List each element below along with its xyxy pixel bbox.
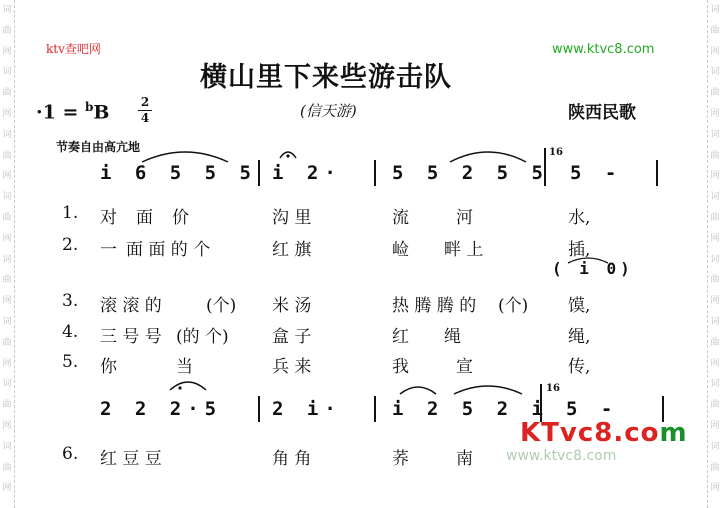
notation-bar-2: i 2· bbox=[272, 162, 342, 184]
barline bbox=[544, 148, 546, 186]
lyric-word: (个) bbox=[498, 296, 529, 316]
watermark-char: 词 bbox=[2, 129, 12, 140]
watermark-char: 词 bbox=[2, 67, 12, 78]
lyric-word: 绳 bbox=[444, 327, 461, 347]
lyric-word: 面 bbox=[136, 208, 153, 228]
watermark-char: 曲 bbox=[2, 462, 12, 473]
watermark-char: 词 bbox=[2, 5, 12, 15]
lyric-word: 绳, bbox=[568, 327, 591, 347]
lyric-word: 宣 bbox=[456, 357, 473, 377]
watermark-char: 曲 bbox=[2, 337, 12, 348]
site-url-watermark: www.ktvc8.com bbox=[506, 448, 617, 464]
watermark-char: 词 bbox=[710, 129, 720, 140]
watermark-char: 曲 bbox=[2, 150, 12, 161]
lyric-word: 价 bbox=[172, 208, 189, 228]
lyric-word: 面 面 的 个 bbox=[126, 240, 211, 260]
barline bbox=[656, 160, 658, 186]
watermark-char: 网 bbox=[710, 46, 720, 57]
notation-bar-4: 5 - bbox=[570, 162, 623, 184]
watermark-char: 曲 bbox=[710, 275, 720, 286]
song-origin: 陕西民歌 bbox=[568, 103, 636, 123]
lyric-word: 一 bbox=[100, 240, 117, 260]
watermark-char: 词 bbox=[710, 379, 720, 390]
song-title: 横山里下来些游击队 bbox=[200, 62, 452, 93]
barline bbox=[258, 160, 260, 186]
watermark-char: 网 bbox=[2, 358, 12, 369]
lyric-word: 三 号 号 bbox=[100, 327, 162, 347]
slur-mark bbox=[140, 146, 230, 166]
watermark-char: 网 bbox=[710, 296, 720, 307]
watermark-char: 网 bbox=[710, 171, 720, 182]
time-signature-top: 2 bbox=[140, 95, 150, 109]
watermark-char: 词 bbox=[2, 254, 12, 265]
song-subtitle: (信天游) bbox=[300, 102, 357, 120]
barline bbox=[258, 396, 260, 422]
lyric-word: 水, bbox=[568, 208, 591, 228]
lyric-word: 盒 子 bbox=[272, 327, 312, 347]
barline bbox=[540, 384, 542, 422]
verse-number: 1. bbox=[62, 203, 79, 223]
watermark-char: 词 bbox=[2, 441, 12, 452]
watermark-char: 网 bbox=[710, 109, 720, 119]
watermark-char: 曲 bbox=[710, 213, 720, 223]
verse-number: 3. bbox=[62, 291, 79, 311]
notation-bar-7: i 2 5 2 i bbox=[392, 398, 549, 420]
notation-bar-5: 2 2 2·5 bbox=[100, 398, 223, 420]
lyric-word: 对 bbox=[100, 208, 117, 228]
left-watermark-column bbox=[0, 0, 15, 508]
grace-note-2: 16 bbox=[546, 383, 560, 394]
watermark-char: 词 bbox=[710, 254, 720, 265]
watermark-char: 网 bbox=[710, 358, 720, 369]
watermark-char: 词 bbox=[710, 5, 720, 15]
lyric-word: 沟 里 bbox=[272, 208, 312, 228]
key-prefix: ·1 = bbox=[36, 101, 85, 124]
watermark-char: 网 bbox=[2, 296, 12, 307]
watermark-char: 词 bbox=[710, 192, 720, 203]
key-signature bbox=[36, 100, 109, 123]
lyric-word: 兵 来 bbox=[272, 357, 312, 377]
barline bbox=[374, 160, 376, 186]
lyric-word: 米 汤 bbox=[272, 296, 312, 316]
slur-mark bbox=[448, 146, 528, 166]
watermark-char: 曲 bbox=[2, 400, 12, 411]
lyric-word: 流 bbox=[392, 208, 409, 228]
lyric-word: 馍, bbox=[568, 296, 591, 316]
watermark-char: 曲 bbox=[710, 337, 720, 348]
site-logo-tail: m bbox=[659, 418, 688, 448]
watermark-char: 词 bbox=[2, 317, 12, 327]
fermata-mark bbox=[278, 146, 298, 160]
watermark-left: ktv查吧网 bbox=[46, 42, 101, 56]
barline bbox=[374, 396, 376, 422]
lyric-word: 红 旗 bbox=[272, 240, 312, 260]
right-watermark-column bbox=[707, 0, 722, 508]
time-signature bbox=[138, 96, 152, 125]
notation-bar-1: i 6 5 5 5 bbox=[100, 162, 257, 184]
key-flat: b bbox=[84, 100, 94, 114]
watermark-char: 网 bbox=[2, 483, 12, 494]
watermark-char: 网 bbox=[710, 233, 720, 244]
watermark-char: 曲 bbox=[710, 88, 720, 99]
lyric-word: 崄 bbox=[392, 240, 409, 260]
watermark-char: 词 bbox=[710, 67, 720, 78]
verse-number: 5. bbox=[62, 352, 79, 372]
watermark-char: 网 bbox=[2, 421, 12, 431]
watermark-char: 曲 bbox=[710, 400, 720, 411]
grace-note-1: 16 bbox=[549, 147, 563, 158]
slur-mark bbox=[452, 380, 524, 396]
lyric-word: 红 豆 豆 bbox=[100, 449, 162, 469]
slur-mark bbox=[168, 376, 208, 392]
verse-number: 6. bbox=[62, 444, 79, 464]
watermark-char: 网 bbox=[2, 109, 12, 119]
watermark-right: www.ktvc8.com bbox=[552, 42, 655, 57]
lyric-word: 你 bbox=[100, 357, 117, 377]
lyric-word: 角 角 bbox=[272, 449, 312, 469]
watermark-char: 词 bbox=[2, 379, 12, 390]
lyric-word: 滚 滚 的 bbox=[100, 296, 162, 316]
lyric-word: 传, bbox=[568, 357, 591, 377]
notation-bar-8: 5 - bbox=[566, 398, 619, 420]
watermark-char: 词 bbox=[710, 441, 720, 452]
key-note: B bbox=[93, 101, 110, 124]
watermark-char: 网 bbox=[2, 233, 12, 244]
watermark-char: 网 bbox=[2, 46, 12, 57]
notation-bar-6: 2 i· bbox=[272, 398, 342, 420]
lyric-word: 热 腾 腾 的 bbox=[392, 296, 477, 316]
watermark-char: 网 bbox=[2, 171, 12, 182]
site-logo bbox=[520, 418, 688, 448]
lyric-word: 畔 上 bbox=[444, 240, 484, 260]
lyric-word: 红 bbox=[392, 327, 409, 347]
verse-number: 4. bbox=[62, 322, 79, 342]
watermark-char: 曲 bbox=[2, 25, 12, 36]
watermark-char: 曲 bbox=[710, 25, 720, 36]
watermark-char: 曲 bbox=[2, 275, 12, 286]
tempo-marking: 节奏自由高亢地 bbox=[56, 140, 141, 154]
slur-mark bbox=[398, 380, 438, 396]
watermark-char: 网 bbox=[710, 421, 720, 431]
watermark-char: 曲 bbox=[710, 462, 720, 473]
lyric-word: 插, bbox=[568, 240, 591, 260]
lyric-word: 荞 bbox=[392, 449, 409, 469]
lyric-word: 河 bbox=[456, 208, 473, 228]
watermark-char: 曲 bbox=[2, 88, 12, 99]
time-signature-bottom: 4 bbox=[140, 111, 150, 125]
watermark-char: 网 bbox=[710, 483, 720, 494]
lyric-word: 南 bbox=[456, 449, 473, 469]
lyric-word: 我 bbox=[392, 357, 409, 377]
watermark-char: 曲 bbox=[710, 150, 720, 161]
lyric-word: 当 bbox=[176, 357, 193, 377]
watermark-char: 词 bbox=[2, 192, 12, 203]
site-logo-main: KTvc8.co bbox=[520, 418, 660, 448]
interlude-notation: ( i 0) bbox=[552, 259, 634, 278]
lyric-word: (的 个) bbox=[176, 327, 229, 347]
notation-bar-3: 5 5 2 5 5 bbox=[392, 162, 549, 184]
watermark-char: 词 bbox=[710, 317, 720, 327]
watermark-char: 曲 bbox=[2, 213, 12, 223]
slur-mark bbox=[566, 255, 610, 265]
lyric-word: (个) bbox=[206, 296, 237, 316]
verse-number: 2. bbox=[62, 235, 79, 255]
